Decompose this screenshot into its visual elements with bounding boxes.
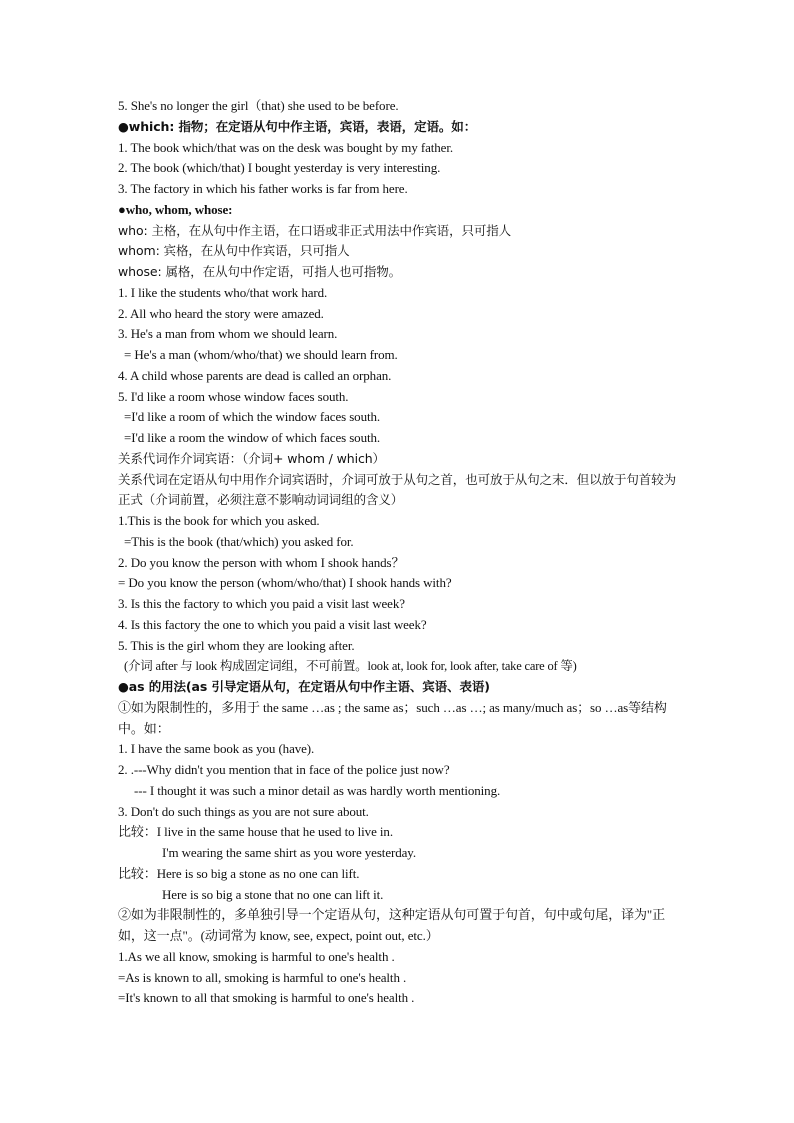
rule-non-restrictive: ②如为非限制性的，多单独引导一个定语从句，这种定语从句可置于句首，句中或句尾，译为"正如，这一点"。(动词常为 know, see, expect, point out, etc.） [118, 907, 666, 943]
section-heading-as: ●as 的用法(as 引导定语从句，在定语从句中作主语、宾语、表语) [118, 679, 490, 694]
example-sentence: 4. A child whose parents are dead is called an orphan. [118, 367, 392, 383]
example-sentence: 1. I like the students who/that work hard. [118, 284, 328, 300]
definition-whom: whom: 宾格，在从句中作宾语，只可指人 [118, 243, 350, 259]
example-sentence: 1.As we all know, smoking is harmful to one's health . [118, 948, 395, 964]
example-equivalent: =I'd like a room of which the window faces south. [124, 409, 381, 425]
example-equivalent: =It's known to all that smoking is harmful to one's health . [118, 990, 415, 1006]
document-page [118, 96, 682, 1009]
example-sentence: 3. He's a man from whom we should learn. [118, 326, 338, 342]
example-equivalent: =I'd like a room the window of which faces south. [124, 430, 381, 445]
subsection-heading-preposition-object: 关系代词作介词宾语：（介词+ whom / which） [118, 450, 385, 466]
example-sentence: 1. I have the same book as you (have). [118, 741, 315, 757]
example-sentence: 2. Do you know the person with whom I shook hands？ [118, 554, 405, 570]
example-sentence: 4. Is this factory the one to which you paid a visit last week? [118, 616, 427, 632]
note-line: (介词 after 与 look 构成固定词组，不可前置。look at, look for, look after, take care of 等) [124, 659, 577, 674]
comparison-line: 比较：Here is so big a stone as no one can lift. [118, 865, 360, 881]
comparison-line: Here is so big a stone that no one can lift it. [162, 886, 384, 902]
example-sentence: 5. She's no longer the girl（that) she used to be before. [118, 98, 399, 113]
rule-restrictive: ①如为限制性的，多用于 the same …as ; the same as；such …as …; as many/much as；so …as等结构中。如： [118, 699, 667, 736]
definition-who: who: 主格，在从句中作主语，在口语或非正式用法中作宾语，只可指人 [118, 222, 512, 238]
example-equivalent: = He's a man (whom/who/that) we should learn from. [124, 347, 398, 362]
example-sentence: 5. This is the girl whom they are looking after. [118, 637, 355, 653]
example-sentence: 3. The factory in which his father works is far from here. [118, 181, 408, 196]
definition-whose: whose: 属格，在从句中作定语，可指人也可指物。 [118, 264, 402, 279]
example-sentence: 1.This is the book for which you asked. [118, 513, 320, 528]
example-sentence: 2. .---Why didn't you mention that in face of the police just now? [118, 762, 450, 777]
example-equivalent: = Do you know the person (whom/who/that) I shook hands with? [118, 575, 452, 591]
example-sentence: 5. I'd like a room whose window faces south. [118, 388, 349, 404]
explanation-paragraph: 关系代词在定语从句中用作介词宾语时，介词可放于从句之首，也可放于从句之末．但以放于句首较为正式（介词前置，必须注意不影响动词词组的含义） [118, 471, 677, 508]
example-sentence: 1. The book which/that was on the desk was bought by my father. [118, 139, 454, 155]
comparison-line: I'm wearing the same shirt as you wore yesterday. [162, 845, 416, 860]
example-equivalent: =This is the book (that/which) you asked for. [124, 533, 354, 549]
section-heading-who-whom-whose: ●who, whom, whose: [118, 201, 233, 217]
example-sentence: 2. The book (which/that) I bought yesterday is very interesting. [118, 160, 441, 176]
example-sentence: 2. All who heard the story were amazed. [118, 305, 324, 321]
example-sentence: 3. Is this the factory to which you paid a visit last week? [118, 596, 405, 611]
example-reply: --- I thought it was such a minor detail as was hardly worth mentioning. [134, 782, 501, 798]
section-heading-which: ●which: 指物；在定语从句中作主语，宾语，表语，定语。如： [118, 118, 477, 134]
example-sentence: 3. Don't do such things as you are not sure about. [118, 803, 369, 819]
comparison-line: 比较：I live in the same house that he used to live in. [118, 824, 393, 840]
example-equivalent: =As is known to all, smoking is harmful to one's health . [118, 969, 407, 985]
